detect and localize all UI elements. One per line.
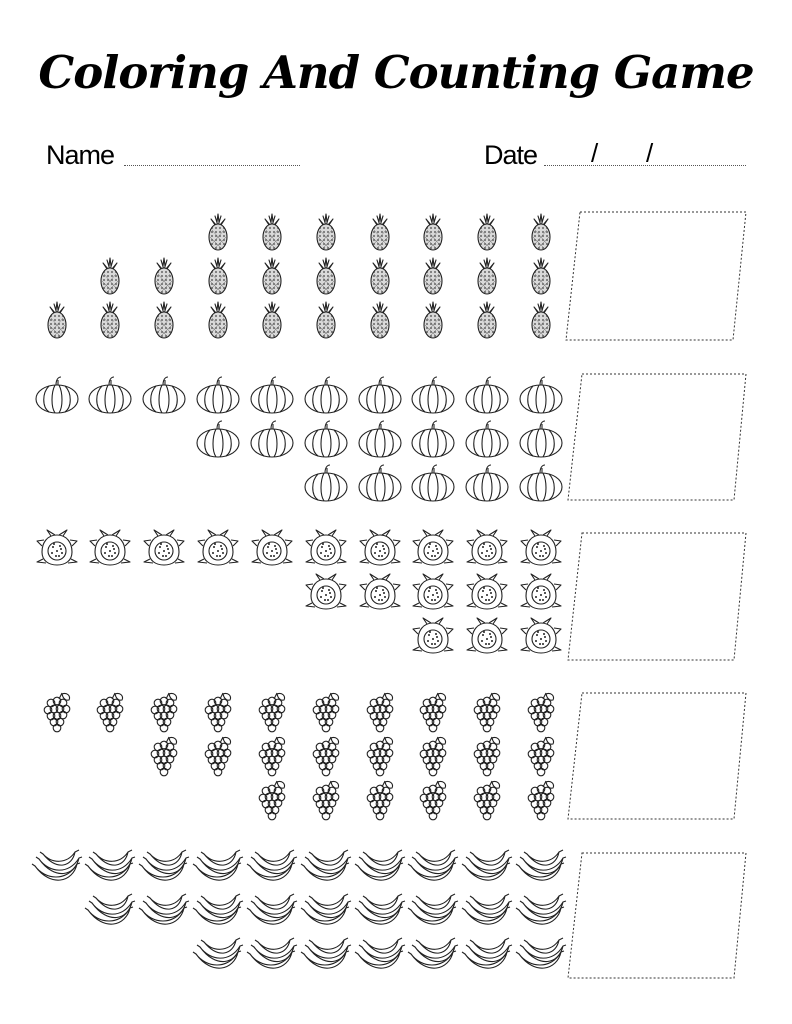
grapes-icon[interactable] xyxy=(420,781,446,820)
pumpkin-icon[interactable] xyxy=(197,421,239,457)
dragon-fruit-icon[interactable] xyxy=(467,574,507,609)
dragon-fruit-icon[interactable] xyxy=(467,530,507,565)
pineapple-icon[interactable] xyxy=(263,302,281,338)
pineapple-icon[interactable] xyxy=(101,302,119,338)
pumpkin-icon[interactable] xyxy=(89,377,131,413)
pumpkin-icon[interactable] xyxy=(305,465,347,501)
date-separator: / xyxy=(591,138,599,168)
banana-icon[interactable] xyxy=(247,850,297,880)
banana-icon[interactable] xyxy=(85,850,135,880)
pumpkin-icon[interactable] xyxy=(36,377,78,413)
grapes-icon[interactable] xyxy=(474,693,500,732)
dragon-fruit-icon[interactable] xyxy=(306,574,346,609)
pineapple-icon[interactable] xyxy=(371,214,389,250)
grapes-icon[interactable] xyxy=(367,693,393,732)
pumpkin-icon[interactable] xyxy=(251,421,293,457)
dragon-fruit-icon[interactable] xyxy=(413,530,453,565)
pineapple-icon[interactable] xyxy=(209,302,227,338)
answer-box[interactable] xyxy=(566,212,746,340)
pumpkin-icon[interactable] xyxy=(466,377,508,413)
grapes-icon[interactable] xyxy=(205,693,231,732)
dragon-fruit-icon[interactable] xyxy=(467,618,507,653)
banana-icon[interactable] xyxy=(193,894,243,924)
banana-icon[interactable] xyxy=(516,850,566,880)
pineapple-icon[interactable] xyxy=(371,302,389,338)
grapes-icon[interactable] xyxy=(420,737,446,776)
grapes-icon[interactable] xyxy=(528,781,554,820)
pineapple-icon[interactable] xyxy=(209,258,227,294)
dragon-fruit-icon[interactable] xyxy=(90,530,130,565)
pumpkin-icon[interactable] xyxy=(359,377,401,413)
pumpkin-icon[interactable] xyxy=(466,421,508,457)
banana-icon[interactable] xyxy=(193,850,243,880)
pumpkin-icon[interactable] xyxy=(520,377,562,413)
banana-icon[interactable] xyxy=(301,894,351,924)
banana-icon[interactable] xyxy=(516,894,566,924)
dragon-fruit-icon[interactable] xyxy=(413,574,453,609)
grapes-icon[interactable] xyxy=(313,737,339,776)
pineapple-icon[interactable] xyxy=(478,258,496,294)
pumpkin-icon[interactable] xyxy=(197,377,239,413)
grapes-icon[interactable] xyxy=(420,693,446,732)
banana-icon[interactable] xyxy=(301,938,351,968)
pineapple-icon[interactable] xyxy=(317,258,335,294)
pineapple-icon[interactable] xyxy=(478,302,496,338)
grapes-icon[interactable] xyxy=(205,737,231,776)
pineapple-icon[interactable] xyxy=(317,302,335,338)
date-separator: / xyxy=(646,138,654,168)
pineapple-icon[interactable] xyxy=(209,214,227,250)
fruit-row-banana xyxy=(32,850,746,978)
fruit-row-pumpkin xyxy=(36,374,746,501)
pumpkin-icon[interactable] xyxy=(305,377,347,413)
banana-icon[interactable] xyxy=(408,938,458,968)
dragon-fruit-icon[interactable] xyxy=(521,574,561,609)
grapes-icon[interactable] xyxy=(528,737,554,776)
pineapple-icon[interactable] xyxy=(263,258,281,294)
grapes-icon[interactable] xyxy=(474,737,500,776)
fruit-row-pineapple xyxy=(48,212,746,340)
pumpkin-icon[interactable] xyxy=(520,421,562,457)
banana-icon[interactable] xyxy=(408,894,458,924)
banana-icon[interactable] xyxy=(301,850,351,880)
grapes-icon[interactable] xyxy=(151,737,177,776)
banana-icon[interactable] xyxy=(462,850,512,880)
grapes-icon[interactable] xyxy=(259,693,285,732)
grapes-icon[interactable] xyxy=(44,693,70,732)
grapes-icon[interactable] xyxy=(367,737,393,776)
pineapple-icon[interactable] xyxy=(263,214,281,250)
grapes-icon[interactable] xyxy=(97,693,123,732)
pumpkin-icon[interactable] xyxy=(359,465,401,501)
banana-icon[interactable] xyxy=(247,894,297,924)
page-title: Coloring And Counting Game xyxy=(38,46,754,99)
pineapple-icon[interactable] xyxy=(532,214,550,250)
grapes-icon[interactable] xyxy=(367,781,393,820)
fruit-row-grapes xyxy=(44,693,746,820)
dragon-fruit-icon[interactable] xyxy=(360,530,400,565)
grapes-icon[interactable] xyxy=(259,781,285,820)
pumpkin-icon[interactable] xyxy=(520,465,562,501)
pineapple-icon[interactable] xyxy=(317,214,335,250)
grapes-icon[interactable] xyxy=(313,781,339,820)
dragon-fruit-icon[interactable] xyxy=(37,530,77,565)
dragon-fruit-icon[interactable] xyxy=(413,618,453,653)
grapes-icon[interactable] xyxy=(313,693,339,732)
grapes-icon[interactable] xyxy=(151,693,177,732)
pineapple-icon[interactable] xyxy=(424,214,442,250)
fruit-row-dragon-fruit xyxy=(37,530,746,660)
pumpkin-icon[interactable] xyxy=(143,377,185,413)
banana-icon[interactable] xyxy=(139,850,189,880)
dragon-fruit-icon[interactable] xyxy=(252,530,292,565)
pineapple-icon[interactable] xyxy=(155,302,173,338)
pineapple-icon[interactable] xyxy=(371,258,389,294)
name-label: Name xyxy=(46,140,115,170)
answer-box[interactable] xyxy=(568,533,746,660)
grapes-icon[interactable] xyxy=(259,737,285,776)
pumpkin-icon[interactable] xyxy=(412,421,454,457)
grapes-icon[interactable] xyxy=(528,693,554,732)
pumpkin-icon[interactable] xyxy=(305,421,347,457)
banana-icon[interactable] xyxy=(139,894,189,924)
pumpkin-icon[interactable] xyxy=(359,421,401,457)
pumpkin-icon[interactable] xyxy=(251,377,293,413)
dragon-fruit-icon[interactable] xyxy=(521,530,561,565)
banana-icon[interactable] xyxy=(355,938,405,968)
pineapple-icon[interactable] xyxy=(48,302,66,338)
banana-icon[interactable] xyxy=(355,894,405,924)
banana-icon[interactable] xyxy=(355,850,405,880)
banana-icon[interactable] xyxy=(193,938,243,968)
answer-box[interactable] xyxy=(568,374,746,500)
pineapple-icon[interactable] xyxy=(532,302,550,338)
banana-icon[interactable] xyxy=(462,894,512,924)
banana-icon[interactable] xyxy=(462,938,512,968)
pineapple-icon[interactable] xyxy=(424,302,442,338)
pumpkin-icon[interactable] xyxy=(412,465,454,501)
banana-icon[interactable] xyxy=(516,938,566,968)
pineapple-icon[interactable] xyxy=(424,258,442,294)
dragon-fruit-icon[interactable] xyxy=(144,530,184,565)
pineapple-icon[interactable] xyxy=(478,214,496,250)
pumpkin-icon[interactable] xyxy=(466,465,508,501)
pineapple-icon[interactable] xyxy=(101,258,119,294)
dragon-fruit-icon[interactable] xyxy=(306,530,346,565)
banana-icon[interactable] xyxy=(32,850,82,880)
pineapple-icon[interactable] xyxy=(532,258,550,294)
pineapple-icon[interactable] xyxy=(155,258,173,294)
banana-icon[interactable] xyxy=(85,894,135,924)
banana-icon[interactable] xyxy=(247,938,297,968)
banana-icon[interactable] xyxy=(408,850,458,880)
date-label: Date xyxy=(484,140,538,170)
pumpkin-icon[interactable] xyxy=(412,377,454,413)
dragon-fruit-icon[interactable] xyxy=(521,618,561,653)
answer-box[interactable] xyxy=(568,693,746,819)
dragon-fruit-icon[interactable] xyxy=(360,574,400,609)
dragon-fruit-icon[interactable] xyxy=(198,530,238,565)
answer-box[interactable] xyxy=(568,853,746,978)
grapes-icon[interactable] xyxy=(474,781,500,820)
